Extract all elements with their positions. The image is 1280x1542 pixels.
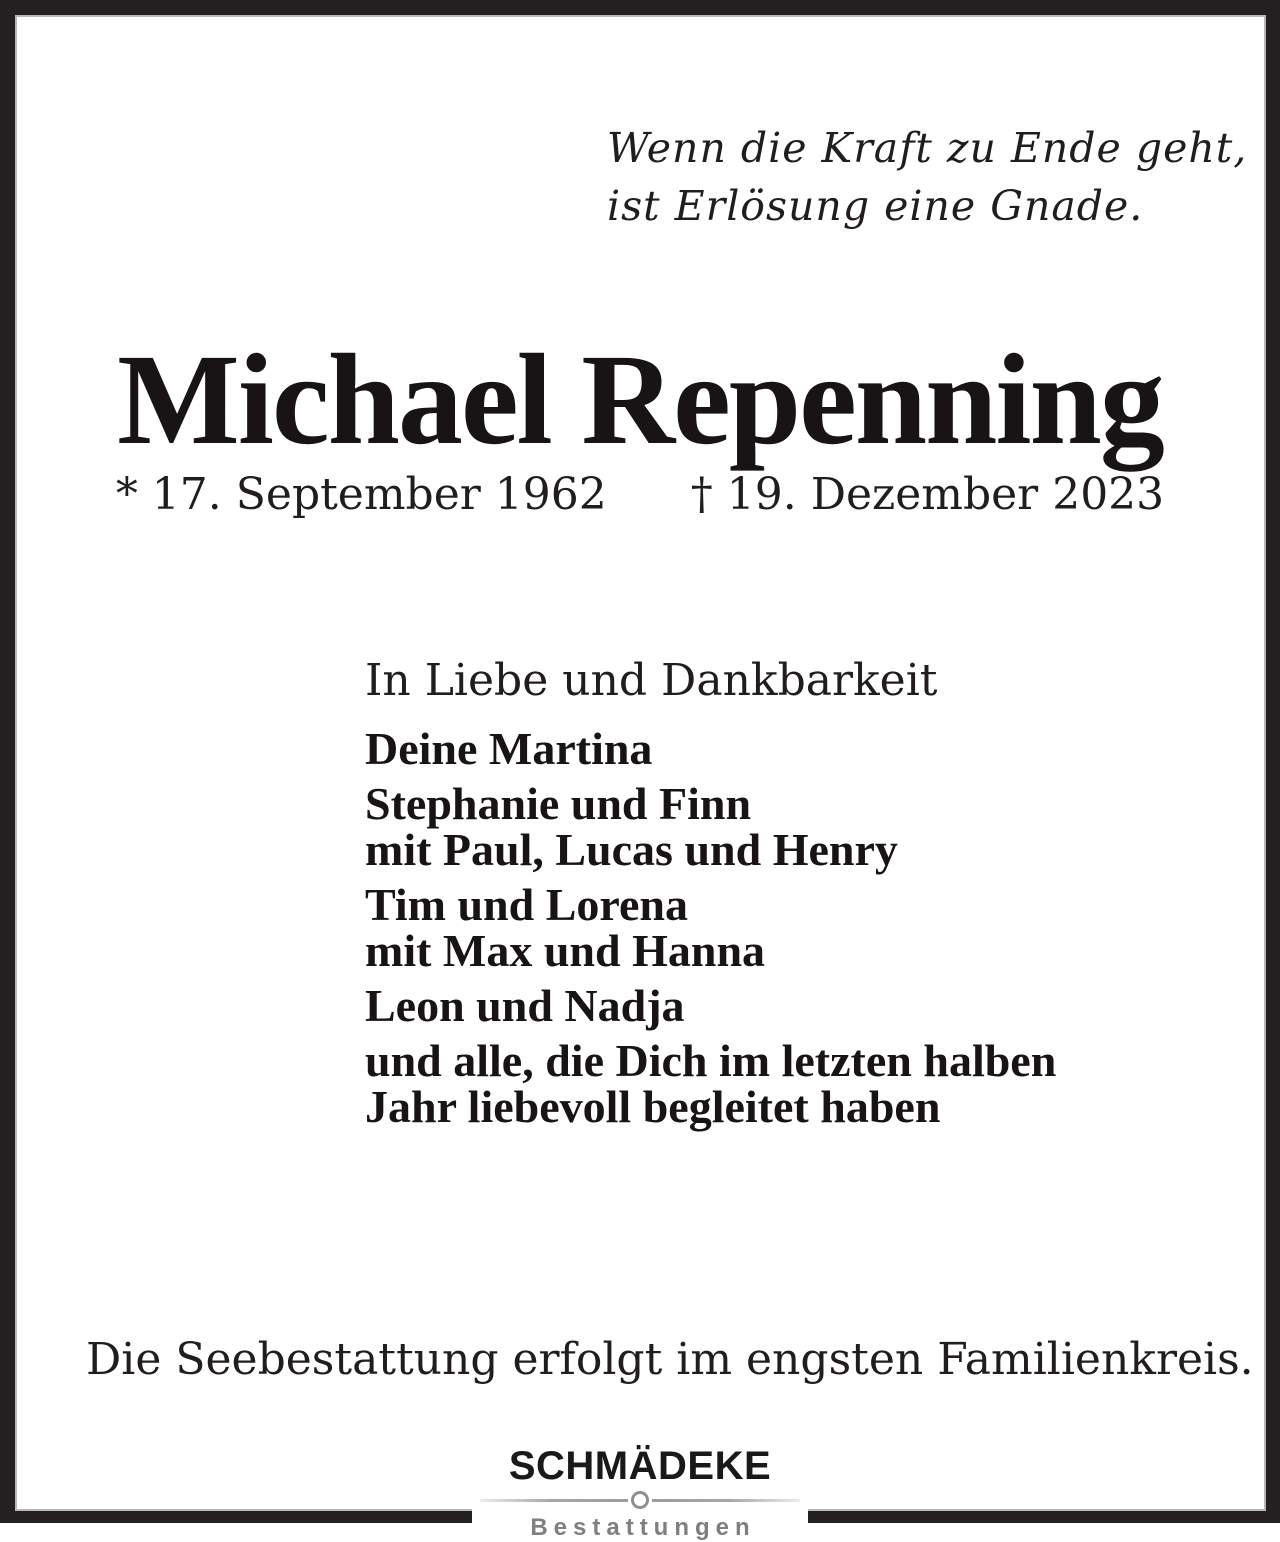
mourner-group — [365, 879, 1056, 976]
mourner-line: mit Max und Hanna — [365, 925, 766, 976]
mourner-line: Leon und Nadja — [365, 980, 685, 1031]
epigraph-line-1: Wenn die Kraft zu Ende geht, — [607, 124, 1248, 172]
intro-line: In Liebe und Dankbarkeit — [365, 655, 938, 706]
mourner-group — [365, 723, 1056, 774]
logo-ornament-divider — [472, 1489, 808, 1511]
mourner-group — [365, 1035, 1057, 1132]
closing-line: Die Seebestattung erfolgt im engsten Familienkreis. — [86, 1334, 1254, 1385]
funeral-home-name: SCHMÄDEKE — [508, 1444, 772, 1488]
mourner-line: Deine Martina — [365, 723, 653, 774]
mourner-group — [365, 778, 1056, 875]
mourner-line: Stephanie und Finn — [365, 778, 752, 829]
death-date: † 19. Dezember 2023 — [690, 469, 1165, 520]
mourner-line: mit Paul, Lucas und Henry — [365, 824, 898, 875]
mourner-group — [365, 980, 1056, 1031]
ornament-circle-icon — [631, 1491, 649, 1509]
life-dates — [0, 469, 1280, 520]
funeral-home-logo — [472, 1438, 808, 1540]
mourner-line: Tim und Lorena — [365, 879, 688, 930]
epigraph-line-2: ist Erlösung eine Gnade. — [607, 182, 1144, 230]
mourner-line: und alle, die Dich im letzten halben — [365, 1035, 1057, 1086]
funeral-home-subtitle: Bestattungen — [530, 1514, 756, 1541]
mourners-section — [365, 655, 1057, 1139]
mourner-line: Jahr liebevoll begleitet haben — [365, 1081, 941, 1132]
birth-date: * 17. September 1962 — [115, 469, 607, 520]
deceased-name: Michael Repenning — [117, 328, 1163, 472]
epigraph — [607, 119, 1247, 235]
